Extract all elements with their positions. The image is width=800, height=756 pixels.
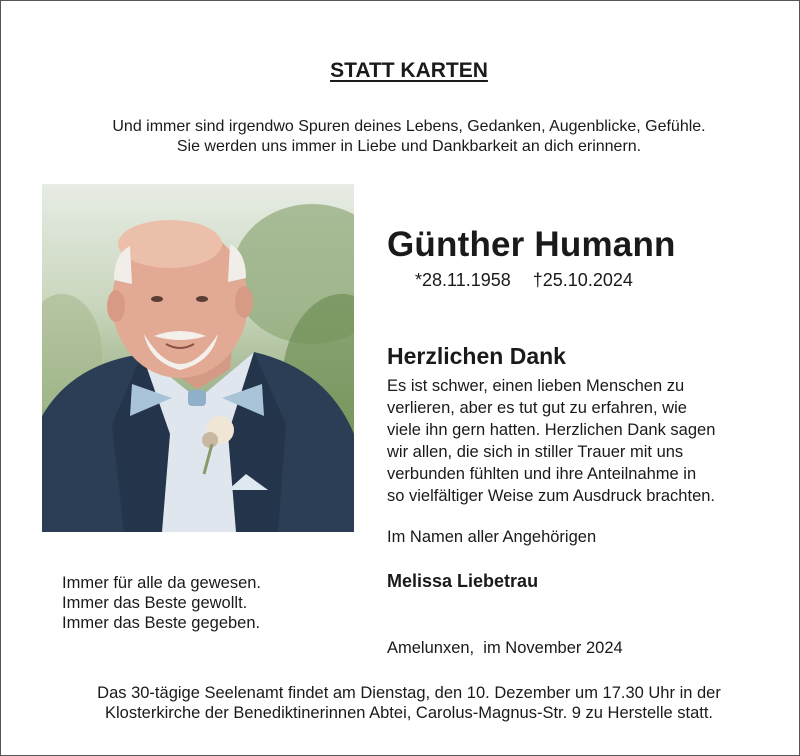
intro-line: Und immer sind irgendwo Spuren deines Lebens, Gedanken, Augenblicke, Gefühle.: [112, 118, 706, 135]
motto-line: Immer das Beste gewollt.: [62, 594, 248, 612]
motto-line: Immer für alle da gewesen.: [62, 574, 262, 592]
thanks-text: [387, 375, 787, 507]
thanks-line: Es ist schwer, einen lieben Menschen zu: [387, 377, 685, 395]
service-line: Klosterkirche der Benediktinerinnen Abtei, Carolus-Magnus-Str. 9 zu Herstelle statt.: [104, 704, 714, 722]
motto-verse: [62, 573, 261, 633]
thanks-title: Herzlichen Dank: [387, 343, 566, 369]
thanks-line: viele ihn gern hatten. Herzlichen Dank sagen: [387, 421, 716, 439]
birth-date: *28.11.1958: [415, 270, 511, 290]
thanks-line: so vielfältiger Weise zum Ausdruck brachten.: [387, 487, 716, 505]
thanks-line: verbunden fühlten und ihre Anteilnahme in: [387, 465, 697, 483]
portrait-illustration: [42, 184, 354, 532]
life-dates: [415, 270, 633, 291]
signer-name: Melissa Liebetrau: [387, 571, 539, 591]
thanks-line: verlieren, aber es tut gut zu erfahren, wie: [387, 399, 687, 417]
notice-heading: STATT KARTEN: [330, 59, 488, 82]
intro-line: Sie werden uns immer in Liebe und Dankbarkeit an dich erinnern.: [176, 138, 642, 155]
death-date: †25.10.2024: [532, 270, 633, 290]
deceased-name: Günther Humann: [387, 225, 676, 264]
memorial-service-info: [1, 683, 800, 723]
service-line: Das 30-tägige Seelenamt findet am Dienstag, den 10. Dezember um 17.30 Uhr in der: [97, 684, 721, 702]
intro-verse: [1, 117, 800, 157]
on-behalf-line: Im Namen aller Angehörigen: [387, 528, 597, 546]
motto-line: Immer das Beste gegeben.: [62, 614, 261, 632]
thanks-line: wir allen, die sich in stiller Trauer mit uns: [387, 443, 684, 461]
place-and-date: Amelunxen, im November 2024: [387, 639, 623, 657]
portrait-photo: [42, 184, 354, 532]
